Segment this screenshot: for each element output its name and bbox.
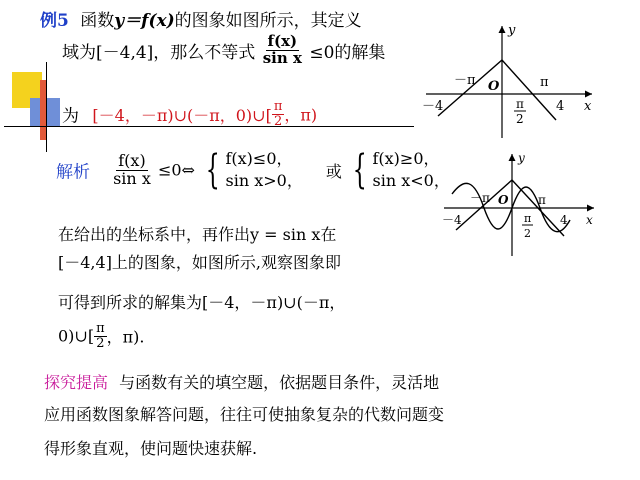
example-fraction	[261, 34, 304, 67]
decor-line-vertical	[46, 62, 47, 152]
case-2	[372, 148, 449, 192]
explore-line-2: 应用函数图象解答问题，往往可使抽象复杂的代数问题变	[44, 405, 445, 424]
graph1-pi-half-num: π	[516, 97, 524, 111]
graph-f-x	[420, 20, 600, 142]
answer-pi-half-den: 2	[273, 113, 283, 129]
answer-pi-half	[272, 100, 285, 128]
analysis-pi-half-den: 2	[96, 335, 105, 351]
case-2-bottom: sin x<0，	[372, 171, 450, 190]
analysis-lhs-relation: ≤0⇔	[157, 160, 195, 180]
analysis-fraction	[111, 150, 153, 188]
analysis-pi-half	[94, 322, 107, 350]
answer-line	[62, 100, 317, 128]
analysis-fraction-denominator: sin x	[113, 168, 151, 188]
analysis-p4-a: 0)∪[	[58, 326, 95, 346]
explore-line-3: 得形象直观，使问题快速获解.	[44, 439, 258, 458]
example-line-1	[40, 6, 362, 31]
analysis-paragraph-2: [－4,4]上的图象，如图所示,观察图象即	[58, 253, 342, 272]
analysis-equivalence	[56, 148, 450, 192]
example-function: y＝f(x)	[114, 11, 175, 31]
analysis-paragraph-4	[58, 322, 144, 350]
graph2-pi-half-num: π	[524, 212, 532, 225]
answer-pi-half-num: π	[273, 99, 283, 114]
example-line-2	[62, 34, 385, 67]
analysis-label: 解析	[56, 162, 90, 183]
left-brace-2: {	[352, 147, 367, 193]
case-1-top: f(x)≤0，	[225, 149, 293, 168]
example-inequality-text: ≤0的解集	[309, 42, 386, 63]
answer-prefix: 为	[62, 106, 79, 127]
answer-text-a: [－4，－π)∪(－π，0)∪[	[92, 105, 272, 125]
graph-f-and-sin	[440, 150, 600, 260]
graph2-neg-pi: －π	[470, 191, 490, 205]
graph2-origin: O	[498, 193, 509, 207]
example-domain-text: 域为[－4,4]，那么不等式	[62, 42, 256, 63]
analysis-paragraph-1: 在给出的坐标系中，再作出y = sin x在	[58, 225, 337, 244]
left-brace-1: {	[205, 147, 220, 193]
explore-label: 探究提高	[44, 373, 109, 392]
graph2-neg4: －4	[442, 213, 462, 227]
graph2-four: 4	[560, 213, 568, 227]
case-1-bottom: sin x>0，	[225, 171, 303, 190]
graph1-pi-half-den: 2	[516, 112, 524, 126]
graph1-y-label: y	[508, 23, 516, 38]
answer-text-b: ，π)	[284, 105, 318, 125]
graph2-x-label: x	[586, 213, 593, 227]
graph2-pi-half-den: 2	[524, 227, 531, 240]
analysis-paragraph-3: 可得到所求的解集为[－4，－π)∪(－π，	[58, 293, 346, 312]
explore-line-1	[44, 370, 439, 393]
graph1-pi: π	[540, 75, 549, 90]
graph2-y-label: y	[518, 151, 525, 165]
graph1-x-label: x	[584, 99, 592, 114]
graph2-pi: π	[538, 193, 546, 207]
explore-text-1: 与函数有关的填空题，依据题目条件，灵活地	[119, 373, 440, 392]
example-fraction-numerator: f(x)	[267, 32, 298, 50]
graph1-neg4: －4	[422, 99, 444, 114]
example-fraction-denominator: sin x	[262, 48, 302, 67]
analysis-pi-half-num: π	[96, 321, 105, 336]
example-text-b: 的图象如图所示，其定义	[174, 11, 362, 31]
graph1-origin: O	[488, 79, 500, 94]
analysis-fraction-numerator: f(x)	[118, 150, 146, 170]
case-2-top: f(x)≥0，	[372, 149, 440, 168]
analysis-p4-b: ，π).	[106, 327, 145, 347]
example-label: 例5	[40, 11, 69, 31]
graph1-neg-pi: －π	[454, 73, 476, 88]
case-1	[225, 148, 302, 192]
graph1-four: 4	[556, 99, 565, 114]
or-word: 或	[325, 161, 342, 181]
example-text-a: 函数	[80, 11, 115, 31]
